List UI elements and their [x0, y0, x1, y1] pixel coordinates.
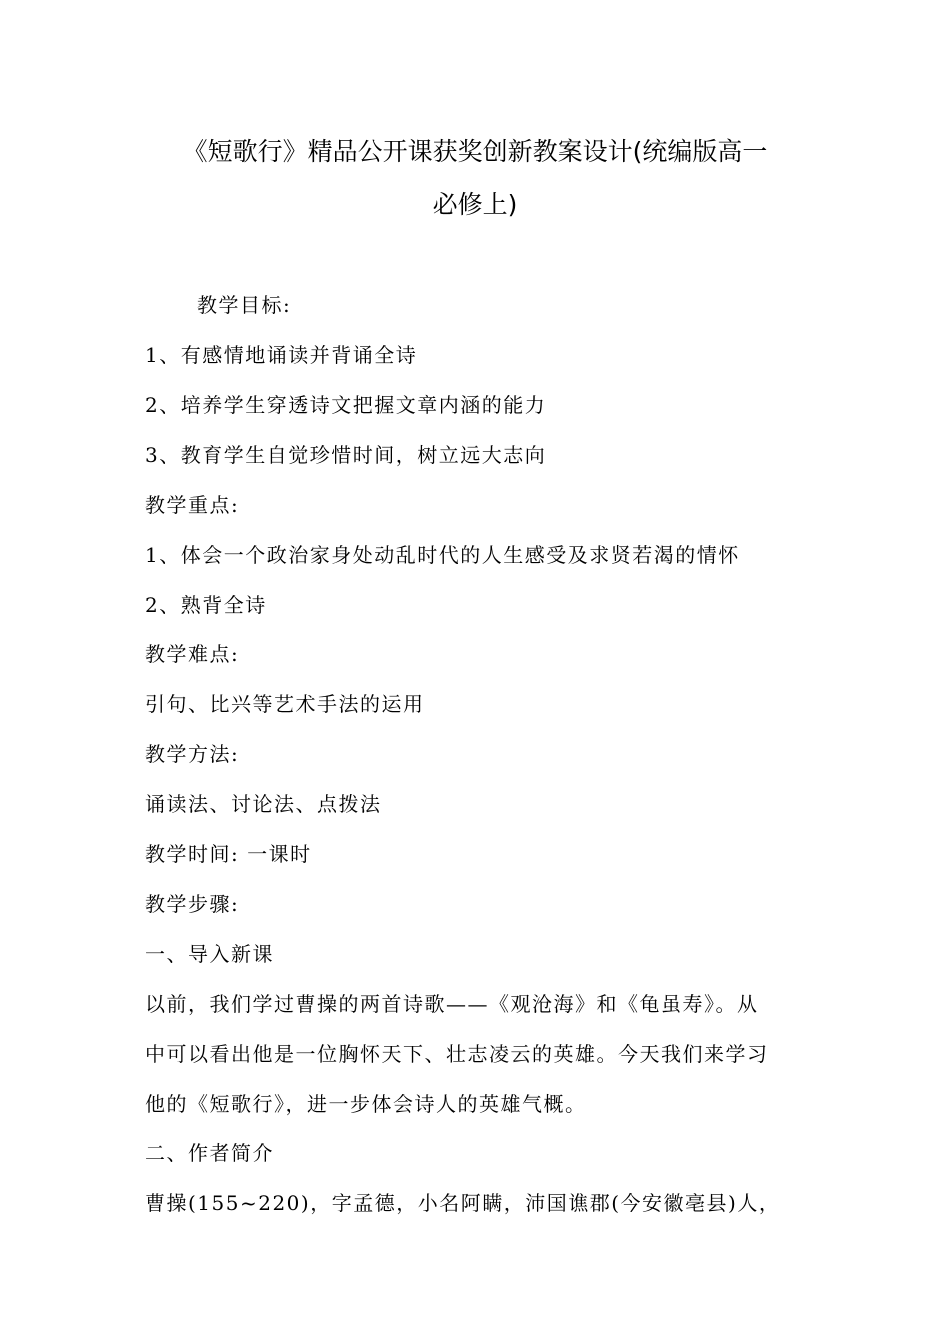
goal-item-1: 1、有感情地诵读并背诵全诗 [145, 343, 418, 367]
section-heading-key-points: 教学重点: [145, 493, 240, 517]
document-title-line-2: 必修上) [432, 190, 518, 219]
paragraph-introduction-line-1: 以前，我们学过曹操的两首诗歌——《观沧海》和《龟虽寿》。从 [145, 992, 759, 1016]
goal-item-3: 3、教育学生自觉珍惜时间，树立远大志向 [145, 443, 547, 467]
key-point-item-1: 1、体会一个政治家身处动乱时代的人生感受及求贤若渴的情怀 [145, 543, 740, 567]
section-heading-difficulties: 教学难点: [145, 642, 240, 666]
document-title-line-1: 《短歌行》精品公开课获奖创新教案设计(统编版高一 [182, 137, 768, 166]
goal-item-2: 2、培养学生穿透诗文把握文章内涵的能力 [145, 393, 547, 417]
difficulty-text: 引句、比兴等艺术手法的运用 [145, 692, 425, 716]
paragraph-introduction-line-3: 他的《短歌行》，进一步体会诗人的英雄气概。 [145, 1092, 587, 1116]
section-heading-steps: 教学步骤: [145, 892, 240, 916]
teaching-time: 教学时间: 一课时 [145, 842, 312, 866]
methods-text: 诵读法、讨论法、点拨法 [145, 792, 382, 816]
step-heading-author: 二、作者简介 [145, 1141, 274, 1165]
step-heading-introduction: 一、导入新课 [145, 942, 274, 966]
key-point-item-2: 2、熟背全诗 [145, 593, 267, 617]
paragraph-author-line-1: 曹操(155~220)，字孟德，小名阿瞒，沛国谯郡(今安徽亳县)人， [145, 1191, 781, 1215]
section-heading-methods: 教学方法: [145, 742, 240, 766]
section-heading-teaching-goals: 教学目标: [197, 293, 292, 317]
paragraph-introduction-line-2: 中可以看出他是一位胸怀天下、壮志凌云的英雄。今天我们来学习 [145, 1042, 769, 1066]
